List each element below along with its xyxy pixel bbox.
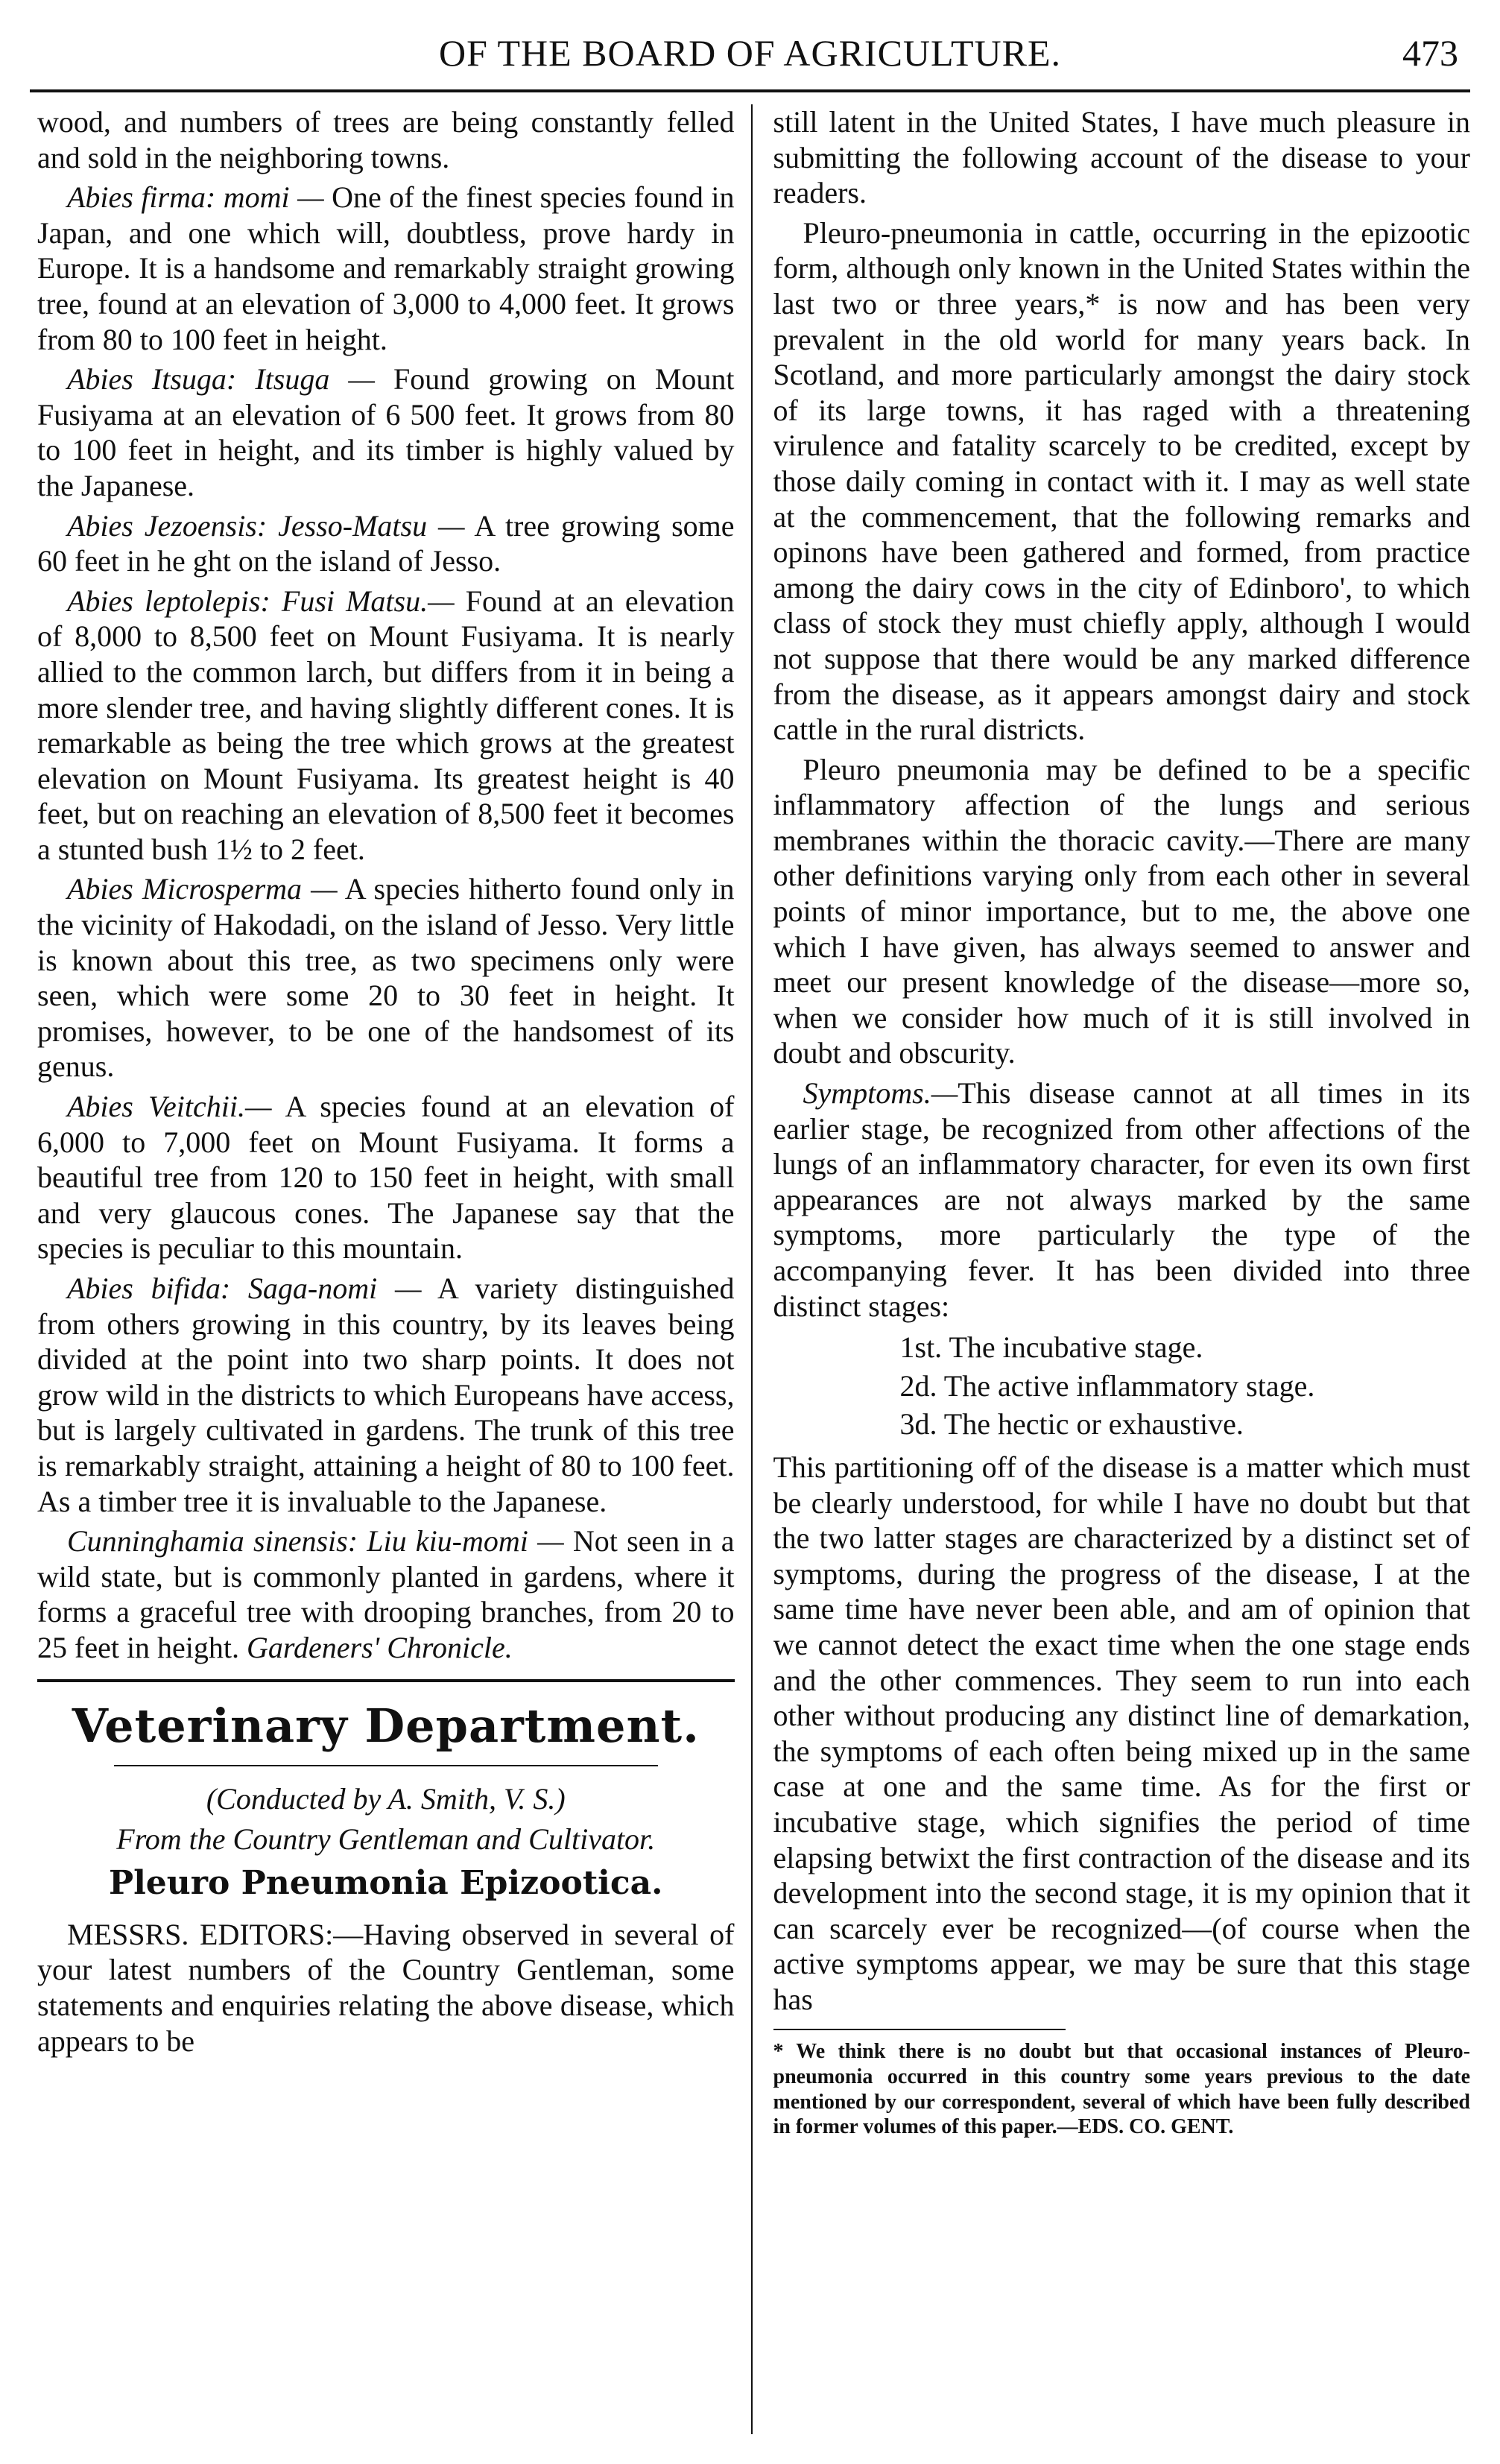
paragraph-text: This disease cannot at all times in its earlier stage, be recognized from other affections of the lungs of an inflammatory character, for even its own first appearances are not always marked by the same symptoms, more particularly the type of the accompanying fever. It has been divided into three distinct stages: <box>773 1076 1470 1323</box>
plant-name: Abies leptolepis: Fusi Matsu.— <box>67 584 455 618</box>
plant-name: Abies Veitchii.— <box>67 1090 272 1124</box>
paragraph <box>773 1075 1471 1324</box>
paragraph <box>37 1271 735 1519</box>
stages-list <box>900 1330 1471 1442</box>
left-column <box>37 104 753 2434</box>
plant-name: Cunninghamia sinensis: Liu kiu-momi — <box>67 1524 564 1558</box>
paragraph <box>37 871 735 1084</box>
two-column-body <box>37 104 1470 2434</box>
stage-item: 1st. The incubative stage. <box>899 1330 1203 1365</box>
paragraph-text: Found at an elevation of 8,000 to 8,500 feet on Mount Fusiyama. It is nearly allied to the common larch, but differs from it in being a more slender tree, and having slightly different cones. It is remarkable as being the tree which grows at the greatest elevation on Mount Fusiyama. Its greatest height is 40 feet, but on reaching an elevation of 8,500 feet it becomes a stunted bush 1½ to 2 feet. <box>37 584 735 866</box>
department-heading: Veterinary Department. <box>72 1698 700 1753</box>
paragraph: This partitioning off of the disease is a matter which must be clearly understood, for while I have no doubt but that the two latter stages are characterized by a distinct set of symptoms, during the progress of the disease, I at the same time have never been able, and am of opinion that we cannot detect the exact time when the one stage ends and the other commences. They seem to run into each other without producing any distinct line of demarkation, the symptoms of each often being mixed up in the same case at one and the same time. As for the first or incubative stage, which signifies the period of time elapsing betwixt the first contraction of the disease and its development into the second stage, it is my opinion that it can scarcely ever be recognized—(of course when the active symptoms appear, we may be sure that this stage has <box>773 1450 1470 2016</box>
paragraph: wood, and numbers of trees are being constantly felled and sold in the neighboring towns. <box>37 105 735 174</box>
plant-name: Abies firma: momi — <box>67 180 324 215</box>
plant-name: Abies Microsperma — <box>67 872 338 906</box>
letter-opening: MESSRS. EDITORS:—Having observed in several of your latest numbers of the Country Gentleman, some statements and enquiries relating the above disease, which appears to be <box>37 1917 735 2058</box>
paragraph <box>37 361 735 503</box>
right-column <box>773 104 1471 2434</box>
heading-underline <box>114 1765 658 1766</box>
plant-name: Abies Jezoensis: Jesso-Matsu — <box>67 508 465 543</box>
paragraph-text: A species hitherto found only in the vicinity of Hakodadi, on the island of Jesso. Very little is known about this tree, as two specimens only were seen, which were some 20 to 30 feet in height. It promises, however, to be one of the handsomest of its genus. <box>37 872 735 1084</box>
stage-item: 2d. The active inflammatory stage. <box>899 1368 1315 1403</box>
subheading: Symptoms.— <box>803 1076 958 1111</box>
paragraph: Pleuro-pneumonia in cattle, occurring in the epizootic form, although only known in the United States within the last two or three years,* is now and has been very prevalent in the old world for many years back. In Scotland, and more particularly amongst the dairy stock of its large towns, it has raged with a threatening virulence and fatality scarcely to be credited, except by those daily coming in contact with it. I may as well state at the commencement, that the following remarks and opinons have been gathered and formed, from practice among the dairy cows in the city of Edinboro', to which class of stock they must chiefly apply, although I would not suppose that there would be any marked difference from the disease, as it appears amongst dairy and stock cattle in the rural districts. <box>773 215 1470 747</box>
paragraph <box>37 1089 735 1266</box>
conducted-by-line: (Conducted by A. Smith, V. S.) <box>206 1782 566 1816</box>
plant-name: Abies bifida: Saga-nomi — <box>67 1272 422 1305</box>
paragraph <box>37 508 735 579</box>
running-title: OF THE BOARD OF AGRICULTURE. <box>438 32 1062 74</box>
paragraph-text: One of the finest species found in Japan, and one which will, doubtless, prove hardy in Europe. It is a handsome and remarkably straight growing tree, found at an elevation of 3,000 to 4,000 feet. It grows from 80 to 100 feet in height. <box>37 180 735 356</box>
paragraph <box>37 180 735 357</box>
article-title: Pleuro Pneumonia Epizootica. <box>109 1864 663 1903</box>
source-line: From the Country Gentleman and Cultivator. <box>116 1822 656 1856</box>
paragraph-text: A tree growing some 60 feet in he ght on the island of Jesso. <box>37 508 735 578</box>
source-credit: Gardeners' Chronicle. <box>247 1630 513 1664</box>
plant-name: Abies Itsuga: Itsuga — <box>67 362 375 397</box>
footnote: * We think there is no doubt but that occasional instances of Pleuro-pneumonia occurred in this country some years previous to the date mentioned by our correspondent, several of which have been fully described in former volumes of this paper.—EDS. CO. GENT. <box>773 2040 1470 2139</box>
paragraph <box>37 1523 735 1665</box>
paragraph: Pleuro pneumonia may be defined to be a specific inflammatory affection of the lungs and serious membranes within the thoracic cavity.—There are many other definitions varying only from each other in several points of minor importance, but to me, the above one which I have given, has always seemed to answer and meet our present knowledge of the disease—more so, when we consider how much of it is still involved in doubt and obscurity. <box>773 752 1470 1070</box>
page-number: 473 <box>1402 32 1458 74</box>
paragraph-text: Found growing on Mount Fusiyama at an elevation of 6 500 feet. It grows from 80 to 100 feet in height, and its timber is highly valued by the Japanese. <box>37 362 735 502</box>
paragraph <box>37 584 735 868</box>
footnote-rule <box>773 2029 1066 2030</box>
stage-item: 3d. The hectic or exhaustive. <box>899 1407 1244 1441</box>
page-header <box>30 18 1470 92</box>
paragraph: still latent in the United States, I have much pleasure in submitting the following account of the disease to your readers. <box>773 105 1470 210</box>
paragraph-text: A variety distinguished from others growing in this country, by its leaves being divided at the point into two sharp points. It does not grow wild in the districts to which Europeans have access, but is largely cultivated in gardens. The trunk of this tree is remarkably straight, attaining a height of 80 to 100 feet. As a timber tree it is invaluable to the Japanese. <box>37 1272 735 1518</box>
paragraph-text: Not seen in a wild state, but is commonly planted in gardens, where it forms a graceful tree with drooping branches, from 20 to 25 feet in height. <box>37 1524 735 1664</box>
paragraph-text: A species found at an elevation of 6,000 to 7,000 feet on Mount Fusiyama. It forms a beautiful tree from 120 to 150 feet in height, with small and very glaucous cones. The Japanese say that the species is peculiar to this mountain. <box>37 1090 735 1266</box>
section-rule <box>37 1679 735 1682</box>
